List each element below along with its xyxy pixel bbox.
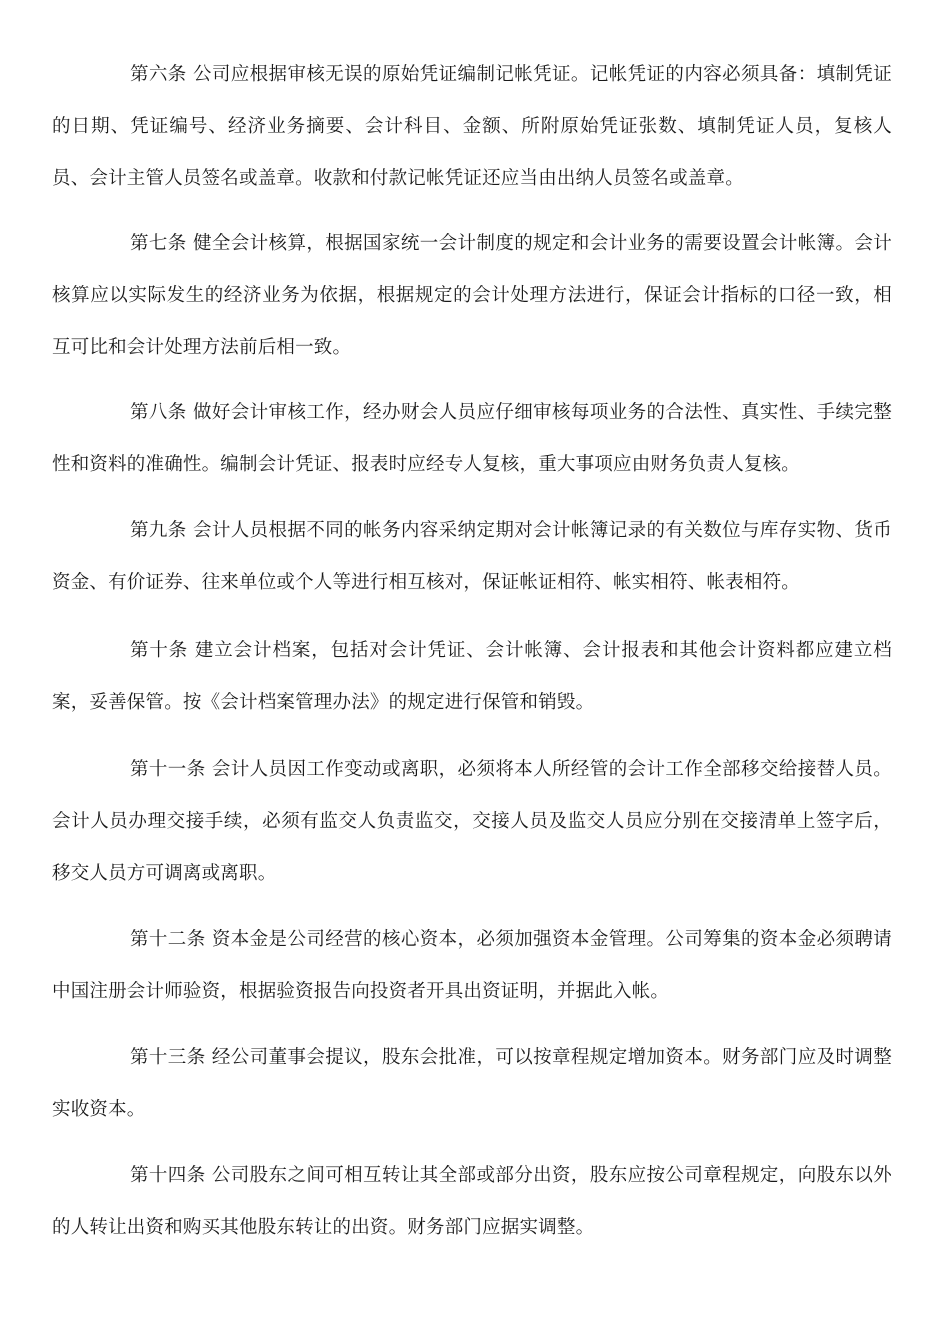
article-14: 第十四条 公司股东之间可相互转让其全部或部分出资，股东应按公司章程规定，向股东以外的人转让出资和购买其他股东转让的出资。财务部门应据实调整。	[52, 1165, 892, 1238]
article-11: 第十一条 会计人员因工作变动或离职，必须将本人所经管的会计工作全部移交给接替人员。会计人员办理交接手续，必须有监交人负责监交，交接人员及监交人员应分别在交接清单上签字后，移交人员方可调离或离职。	[52, 759, 892, 884]
article-6: 第六条 公司应根据审核无误的原始凭证编制记帐凭证。记帐凭证的内容必须具备：填制凭证的日期、凭证编号、经济业务摘要、会计科目、金额、所附原始凭证张数、填制凭证人员，复核人员、会计主管人员签名或盖章。收款和付款记帐凭证还应当由出纳人员签名或盖章。	[52, 64, 892, 189]
article-10: 第十条 建立会计档案，包括对会计凭证、会计帐簿、会计报表和其他会计资料都应建立档案，妥善保管。按《会计档案管理办法》的规定进行保管和销毁。	[52, 640, 892, 713]
article-13: 第十三条 经公司董事会提议，股东会批准，可以按章程规定增加资本。财务部门应及时调整实收资本。	[52, 1047, 892, 1120]
article-12: 第十二条 资本金是公司经营的核心资本，必须加强资本金管理。公司筹集的资本金必须聘请中国注册会计师验资，根据验资报告向投资者开具出资证明，并据此入帐。	[52, 929, 892, 1002]
article-9: 第九条 会计人员根据不同的帐务内容采纳定期对会计帐簿记录的有关数位与库存实物、货币资金、有价证券、往来单位或个人等进行相互核对，保证帐证相符、帐实相符、帐表相符。	[52, 520, 892, 593]
article-8: 第八条 做好会计审核工作，经办财会人员应仔细审核每项业务的合法性、真实性、手续完整性和资料的准确性。编制会计凭证、报表时应经专人复核，重大事项应由财务负责人复核。	[52, 402, 892, 475]
article-7: 第七条 健全会计核算，根据国家统一会计制度的规定和会计业务的需要设置会计帐簿。会计核算应以实际发生的经济业务为依据，根据规定的会计处理方法进行，保证会计指标的口径一致，相互可比和会计处理方法前后相一致。	[52, 233, 892, 358]
